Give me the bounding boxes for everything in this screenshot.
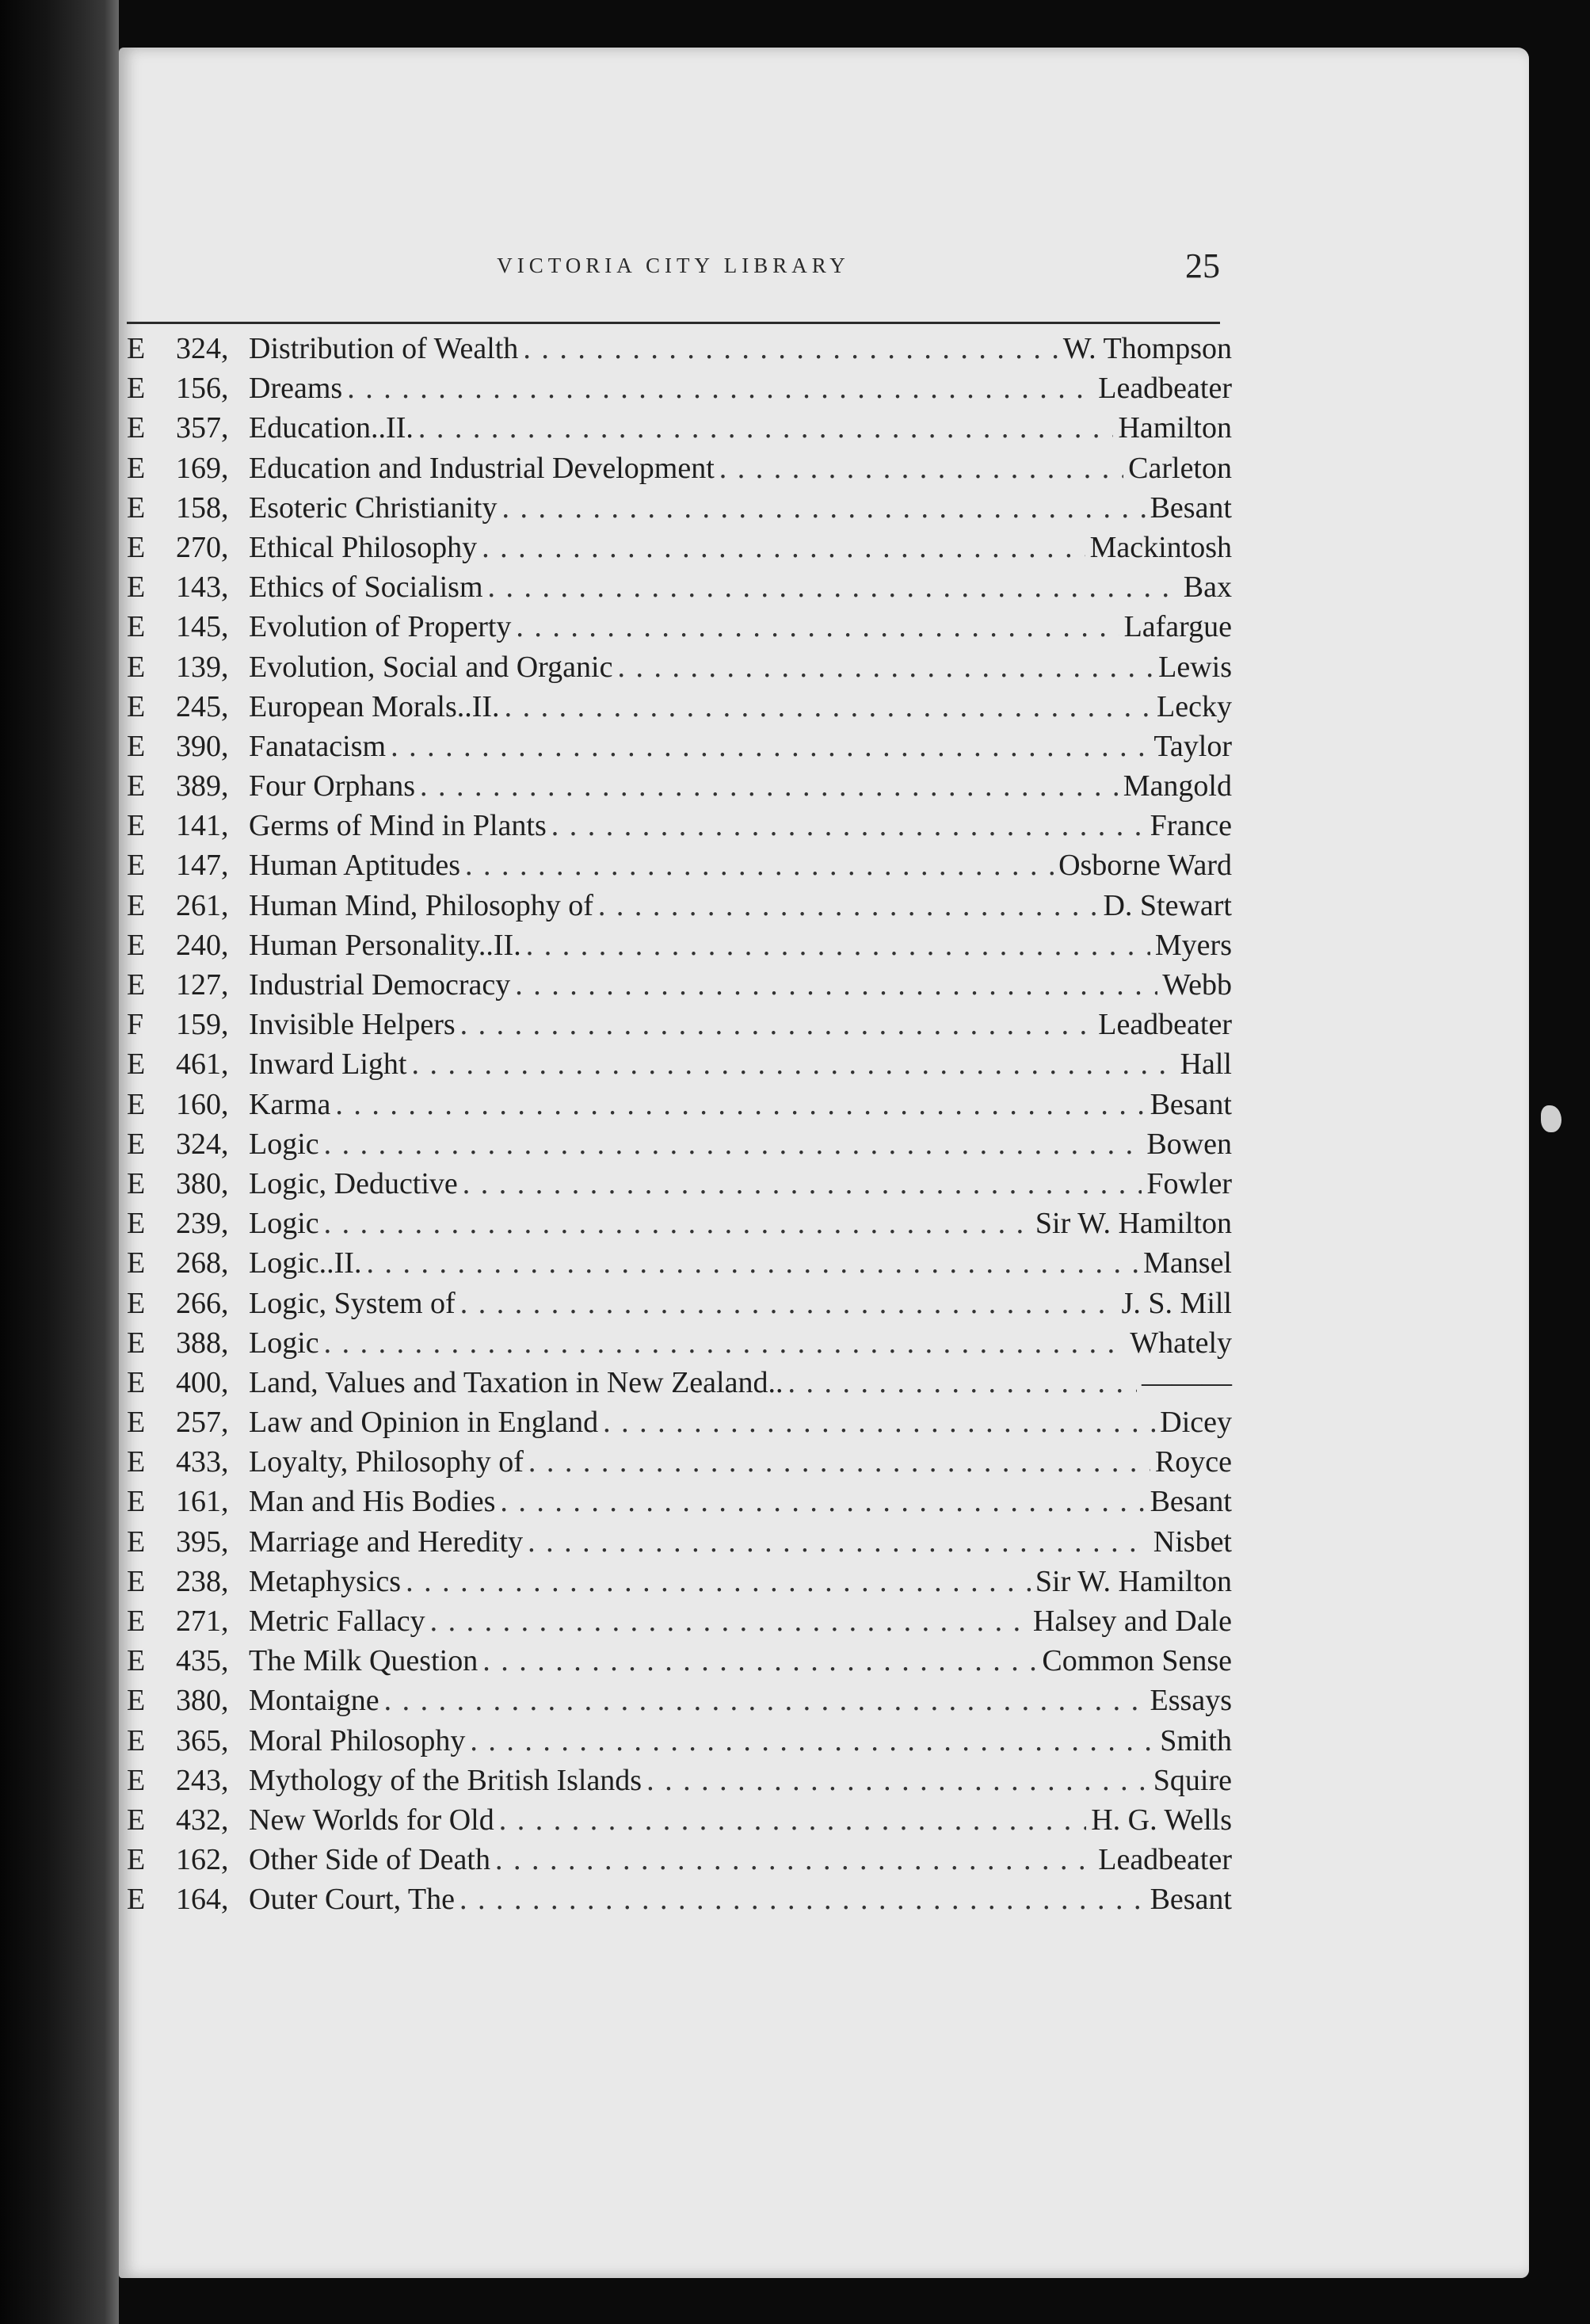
entry-author: D. Stewart [1103, 888, 1232, 922]
entry-number: 380, [176, 1166, 229, 1200]
catalog-entry [127, 1286, 1232, 1326]
entry-number: 147, [176, 849, 229, 883]
entry-number: 357, [176, 411, 229, 445]
catalog-entry [127, 1763, 1232, 1803]
entry-author: Mackintosh [1089, 530, 1232, 564]
entry-number: 389, [176, 769, 229, 803]
entry-number: 160, [176, 1087, 229, 1121]
entry-title: Marriage and Heredity [249, 1525, 524, 1559]
catalog-entry [127, 1365, 1232, 1405]
entry-number: 139, [176, 650, 229, 684]
entry-number: 400, [176, 1365, 229, 1399]
entry-title: Dreams [249, 372, 343, 406]
entry-number: 127, [176, 968, 229, 1002]
dot-leader [501, 490, 1145, 525]
entry-number: 145, [176, 610, 229, 644]
entry-author: Fowler [1146, 1166, 1232, 1200]
entry-author: Royce [1154, 1445, 1232, 1479]
catalog-entry [127, 490, 1232, 530]
entry-title: Logic, System of [249, 1286, 456, 1320]
entry-author: Whately [1130, 1326, 1232, 1360]
entry-author: Leadbeater [1098, 372, 1232, 406]
entry-author: Webb [1162, 968, 1232, 1002]
entry-class: E [127, 1644, 146, 1678]
entry-number: 245, [176, 689, 229, 723]
entry-author: Dicey [1160, 1406, 1232, 1440]
entry-author: Taylor [1153, 729, 1232, 763]
entry-title: European Morals..II. [249, 689, 500, 723]
catalog-entry [127, 1246, 1232, 1285]
entry-title: Logic [249, 1207, 319, 1241]
dot-leader [646, 1763, 1149, 1798]
entry-number: 365, [176, 1723, 229, 1757]
entry-number: 156, [176, 372, 229, 406]
entry-number: 271, [176, 1605, 229, 1638]
entry-class: E [127, 1485, 146, 1519]
catalog-entry [127, 1525, 1232, 1564]
catalog-entry [127, 967, 1232, 1007]
entry-class: E [127, 1605, 146, 1638]
entry-class: E [127, 411, 146, 445]
entry-number: 257, [176, 1406, 229, 1440]
dot-leader [499, 1803, 1087, 1837]
catalog-entry [127, 888, 1232, 928]
dot-leader [515, 967, 1157, 1002]
entry-class: E [127, 729, 146, 763]
dot-leader [505, 689, 1152, 724]
dot-leader [526, 928, 1150, 963]
entry-number: 435, [176, 1644, 229, 1678]
entry-number: 324, [176, 1127, 229, 1161]
entry-class: E [127, 1525, 146, 1559]
entry-number: 461, [176, 1048, 229, 1082]
entry-number: 161, [176, 1485, 229, 1519]
catalog-entry [127, 1484, 1232, 1524]
book-spine [0, 0, 119, 2324]
entry-number: 238, [176, 1564, 229, 1598]
entry-class: E [127, 1445, 146, 1479]
dot-leader [482, 530, 1085, 565]
catalog-entry [127, 451, 1232, 490]
entry-author: Mangold [1123, 769, 1232, 803]
dot-leader [719, 451, 1123, 486]
entry-title: Ethical Philosophy [249, 530, 478, 564]
entry-author: Besant [1150, 490, 1232, 525]
entry-author: Hamilton [1118, 411, 1232, 445]
entry-class: E [127, 849, 146, 883]
entry-number: 266, [176, 1286, 229, 1320]
catalog-entry [127, 928, 1232, 967]
entry-class: E [127, 1246, 146, 1280]
entry-number: 395, [176, 1525, 229, 1559]
entry-title: Land, Values and Taxation in New Zealand.. [249, 1365, 784, 1399]
dot-leader [551, 808, 1146, 843]
dot-leader [482, 1643, 1037, 1678]
header-rule [127, 322, 1220, 324]
entry-class: E [127, 1406, 146, 1440]
entry-class: E [127, 809, 146, 843]
catalog-entry [127, 1604, 1232, 1643]
entry-title: Four Orphans [249, 769, 416, 803]
entry-class: E [127, 689, 146, 723]
catalog-entry [127, 1803, 1232, 1842]
entry-title: Evolution of Property [249, 610, 512, 644]
entry-class: F [127, 1008, 144, 1042]
dot-leader [420, 769, 1119, 803]
catalog-entry [127, 530, 1232, 570]
catalog-entry [127, 1564, 1232, 1604]
entry-author: Lecky [1157, 689, 1232, 723]
entry-class: E [127, 1723, 146, 1757]
entry-title: Distribution of Wealth [249, 332, 519, 365]
entry-author: Besant [1150, 1087, 1232, 1121]
entry-title: Invisible Helpers [249, 1008, 456, 1042]
dot-leader [488, 570, 1179, 605]
entry-author: Sir W. Hamilton [1035, 1564, 1232, 1598]
entry-number: 380, [176, 1684, 229, 1718]
entry-class: E [127, 1127, 146, 1161]
entry-author: Bowen [1146, 1127, 1232, 1161]
entry-title: Esoteric Christianity [249, 490, 498, 525]
running-title: VICTORIA CITY LIBRARY [497, 254, 850, 277]
entry-author: Sir W. Hamilton [1035, 1207, 1232, 1241]
entry-author: Squire [1153, 1763, 1232, 1797]
dot-leader [324, 1127, 1142, 1162]
catalog-entry [127, 769, 1232, 808]
entry-class: E [127, 530, 146, 564]
dot-leader [384, 1683, 1146, 1718]
catalog-entry [127, 1643, 1232, 1683]
catalog-entry [127, 1444, 1232, 1484]
dot-leader [470, 1723, 1155, 1758]
entry-class: E [127, 1326, 146, 1360]
entry-class: E [127, 1365, 146, 1399]
entry-number: 162, [176, 1843, 229, 1877]
entry-class: E [127, 1286, 146, 1320]
entry-class: E [127, 451, 146, 485]
entry-title: Loyalty, Philosophy of [249, 1445, 524, 1479]
entry-number: 240, [176, 928, 229, 962]
entry-title: Other Side of Death [249, 1843, 490, 1877]
catalog-entry [127, 1047, 1232, 1086]
entry-title: Law and Opinion in England [249, 1406, 599, 1440]
dot-leader [347, 371, 1093, 406]
entry-title: The Milk Question [249, 1644, 479, 1678]
catalog-entry [127, 331, 1232, 371]
page-header [127, 230, 1220, 293]
entry-class: E [127, 1166, 146, 1200]
entry-author: Besant [1150, 1485, 1232, 1519]
entry-title: Karma [249, 1087, 331, 1121]
catalog-entry-list [127, 331, 1232, 1922]
catalog-entry [127, 609, 1232, 649]
entry-number: 239, [176, 1207, 229, 1241]
entry-author: H. G. Wells [1091, 1803, 1232, 1837]
entry-class: E [127, 968, 146, 1002]
entry-author: Lewis [1158, 650, 1232, 684]
dot-leader [500, 1484, 1145, 1519]
dot-leader [516, 609, 1119, 644]
entry-author: Essays [1150, 1684, 1232, 1718]
entry-class: E [127, 1843, 146, 1877]
entry-number: 164, [176, 1883, 229, 1917]
entry-class: E [127, 571, 146, 605]
entry-number: 270, [176, 530, 229, 564]
entry-title: Education..II. [249, 411, 414, 445]
entry-author: Hall [1180, 1048, 1232, 1082]
entry-title: Logic [249, 1127, 319, 1161]
entry-number: 159, [176, 1008, 229, 1042]
catalog-entry [127, 1683, 1232, 1723]
dot-leader [430, 1604, 1028, 1639]
entry-class: E [127, 1048, 146, 1082]
entry-author: Leadbeater [1098, 1843, 1232, 1877]
entry-class: E [127, 888, 146, 922]
entry-class: E [127, 1763, 146, 1797]
entry-class: E [127, 1803, 146, 1837]
dot-leader [523, 331, 1058, 366]
entry-author: Nisbet [1153, 1525, 1232, 1559]
entry-title: Human Personality..II. [249, 928, 521, 962]
entry-author: W. Thompson [1062, 332, 1232, 365]
dot-leader [603, 1405, 1155, 1440]
entry-author: Leadbeater [1098, 1008, 1232, 1042]
dot-leader [465, 848, 1054, 883]
entry-number: 390, [176, 729, 229, 763]
entry-title: Mythology of the British Islands [249, 1763, 642, 1797]
entry-author: Lafargue [1123, 610, 1232, 644]
entry-number: 324, [176, 332, 229, 365]
entry-title: Montaigne [249, 1684, 379, 1718]
dot-leader [463, 1166, 1142, 1201]
entry-title: Outer Court, The [249, 1883, 455, 1917]
entry-author: Carleton [1128, 451, 1232, 485]
entry-title: Fanatacism [249, 729, 387, 763]
catalog-entry [127, 689, 1232, 729]
entry-title: Inward Light [249, 1048, 407, 1082]
dot-leader [617, 650, 1153, 685]
dot-leader [418, 410, 1114, 445]
catalog-entry [127, 729, 1232, 769]
entry-title: Man and His Bodies [249, 1485, 496, 1519]
catalog-entry [127, 1326, 1232, 1365]
entry-class: E [127, 1207, 146, 1241]
entry-title: Industrial Democracy [249, 968, 511, 1002]
entry-author: Bax [1183, 571, 1232, 605]
entry-author: France [1150, 809, 1232, 843]
dot-leader [598, 888, 1099, 923]
catalog-entry [127, 1007, 1232, 1047]
entry-title: Logic [249, 1326, 319, 1360]
entry-title: Evolution, Social and Organic [249, 650, 613, 684]
entry-title: New Worlds for Old [249, 1803, 494, 1837]
entry-title: Ethics of Socialism [249, 571, 483, 605]
entry-number: 388, [176, 1326, 229, 1360]
dot-leader [787, 1365, 1137, 1400]
entry-title: Metric Fallacy [249, 1605, 425, 1638]
dot-leader [459, 1882, 1146, 1917]
entry-number: 158, [176, 490, 229, 525]
dot-leader [411, 1047, 1175, 1082]
catalog-entry [127, 848, 1232, 887]
catalog-entry [127, 1087, 1232, 1127]
catalog-entry [127, 371, 1232, 410]
entry-author: J. S. Mill [1121, 1286, 1232, 1320]
catalog-entry [127, 1166, 1232, 1206]
dot-leader [528, 1525, 1149, 1559]
dot-leader [460, 1007, 1094, 1042]
entry-number: 143, [176, 571, 229, 605]
entry-title: Logic..II. [249, 1246, 362, 1280]
entry-number: 432, [176, 1803, 229, 1837]
page-edge-mark [1541, 1105, 1561, 1132]
entry-author: Mansel [1143, 1246, 1232, 1280]
entry-class: E [127, 1087, 146, 1121]
entry-author: Halsey and Dale [1032, 1605, 1232, 1638]
dot-leader [324, 1326, 1126, 1360]
entry-author: Common Sense [1042, 1644, 1232, 1678]
entry-title: Human Aptitudes [249, 849, 461, 883]
catalog-entry [127, 1723, 1232, 1763]
entry-title: Human Mind, Philosophy of [249, 888, 593, 922]
entry-class: E [127, 1564, 146, 1598]
catalog-entry [127, 1206, 1232, 1246]
entry-author: Osborne Ward [1058, 849, 1232, 883]
entry-number: 243, [176, 1763, 229, 1797]
entry-class: E [127, 650, 146, 684]
entry-author: Myers [1154, 928, 1232, 962]
catalog-entry [127, 1882, 1232, 1921]
entry-class: E [127, 1883, 146, 1917]
entry-author: ——— [1142, 1365, 1232, 1399]
dot-leader [324, 1206, 1031, 1241]
entry-title: Moral Philosophy [249, 1723, 466, 1757]
catalog-entry [127, 410, 1232, 450]
catalog-entry [127, 570, 1232, 609]
dot-leader [406, 1564, 1031, 1599]
dot-leader [391, 729, 1149, 764]
entry-title: Metaphysics [249, 1564, 402, 1598]
entry-number: 433, [176, 1445, 229, 1479]
entry-number: 268, [176, 1246, 229, 1280]
entry-author: Besant [1150, 1883, 1232, 1917]
catalog-entry [127, 1127, 1232, 1166]
dot-leader [460, 1286, 1117, 1321]
catalog-entry [127, 1842, 1232, 1882]
entry-class: E [127, 490, 146, 525]
entry-title: Germs of Mind in Plants [249, 809, 547, 843]
entry-title: Education and Industrial Development [249, 451, 715, 485]
catalog-entry [127, 808, 1232, 848]
entry-class: E [127, 372, 146, 406]
entry-class: E [127, 332, 146, 365]
dot-leader [366, 1246, 1138, 1280]
entry-author: Smith [1160, 1723, 1232, 1757]
entry-title: Logic, Deductive [249, 1166, 458, 1200]
entry-class: E [127, 928, 146, 962]
catalog-entry [127, 1405, 1232, 1444]
dot-leader [495, 1842, 1093, 1877]
entry-number: 261, [176, 888, 229, 922]
entry-number: 169, [176, 451, 229, 485]
entry-class: E [127, 769, 146, 803]
catalog-entry [127, 650, 1232, 689]
page-number: 25 [1185, 246, 1220, 285]
entry-number: 141, [176, 809, 229, 843]
dot-leader [335, 1087, 1145, 1122]
entry-class: E [127, 610, 146, 644]
dot-leader [528, 1444, 1150, 1479]
entry-class: E [127, 1684, 146, 1718]
